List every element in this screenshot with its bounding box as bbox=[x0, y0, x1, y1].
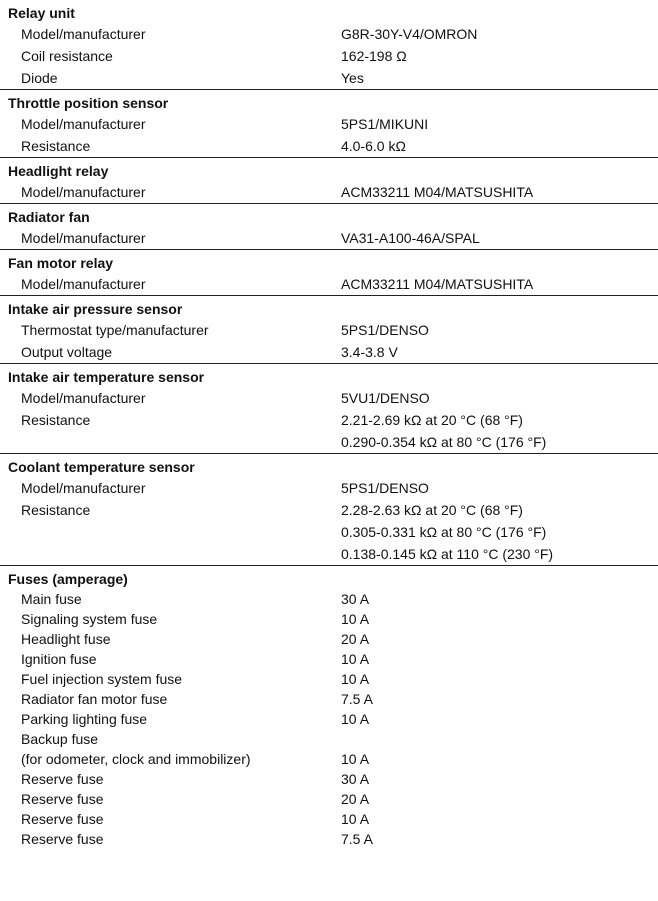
spec-row bbox=[0, 409, 658, 453]
spec-label bbox=[0, 829, 341, 849]
spec-row bbox=[0, 589, 658, 609]
spec-label-line: Resistance bbox=[21, 138, 91, 154]
spec-label-line: Model/manufacturer bbox=[21, 116, 146, 132]
section-title: Fan motor relay bbox=[8, 255, 114, 271]
spec-value-line: 5PS1/MIKUNI bbox=[341, 116, 429, 132]
spec-value-line: Yes bbox=[341, 70, 364, 86]
spec-label-line: Radiator fan motor fuse bbox=[21, 691, 168, 707]
spec-section bbox=[0, 0, 658, 89]
spec-value-line: 3.4-3.8 V bbox=[341, 344, 398, 360]
spec-row bbox=[0, 689, 658, 709]
spec-row bbox=[0, 227, 658, 249]
spec-label bbox=[0, 689, 341, 709]
spec-label bbox=[0, 341, 341, 363]
spec-row bbox=[0, 789, 658, 809]
spec-value bbox=[341, 709, 658, 729]
spec-value-line: ACM33211 M04/MATSUSHITA bbox=[341, 184, 534, 200]
spec-value-line: 0.305-0.331 kΩ at 80 °C (176 °F) bbox=[341, 524, 547, 540]
spec-row bbox=[0, 135, 658, 157]
spec-label-line: Fuel injection system fuse bbox=[21, 671, 183, 687]
spec-section bbox=[0, 157, 658, 203]
spec-value-line: 2.21-2.69 kΩ at 20 °C (68 °F) bbox=[341, 412, 523, 428]
spec-label-line: Model/manufacturer bbox=[21, 276, 146, 292]
spec-value-line: 7.5 A bbox=[341, 691, 373, 707]
spec-label bbox=[0, 409, 341, 453]
spec-value-line: 162-198 Ω bbox=[341, 48, 407, 64]
section-title: Radiator fan bbox=[8, 209, 90, 225]
spec-label bbox=[0, 769, 341, 789]
section-title: Relay unit bbox=[8, 5, 75, 21]
spec-label-line: Thermostat type/manufacturer bbox=[21, 322, 209, 338]
spec-label bbox=[0, 629, 341, 649]
spec-value bbox=[341, 387, 658, 409]
spec-value-line: 0.290-0.354 kΩ at 80 °C (176 °F) bbox=[341, 434, 547, 450]
spec-label-line: Model/manufacturer bbox=[21, 480, 146, 496]
spec-label-line: Backup fuse bbox=[21, 731, 99, 747]
spec-row bbox=[0, 113, 658, 135]
spec-value bbox=[341, 689, 658, 709]
spec-section bbox=[0, 249, 658, 295]
spec-row bbox=[0, 499, 658, 565]
spec-label bbox=[0, 669, 341, 689]
spec-value bbox=[341, 809, 658, 829]
spec-label-line: Reserve fuse bbox=[21, 771, 104, 787]
spec-row bbox=[0, 709, 658, 729]
spec-row bbox=[0, 729, 658, 769]
spec-value bbox=[341, 629, 658, 649]
spec-label bbox=[0, 589, 341, 609]
spec-value-line: 10 A bbox=[341, 671, 370, 687]
spec-row bbox=[0, 609, 658, 629]
spec-label-line: Headlight fuse bbox=[21, 631, 111, 647]
section-title: Fuses (amperage) bbox=[8, 571, 128, 587]
spec-value bbox=[341, 23, 658, 45]
spec-section bbox=[0, 203, 658, 249]
spec-value bbox=[341, 319, 658, 341]
spec-value bbox=[341, 477, 658, 499]
spec-label-line: Model/manufacturer bbox=[21, 184, 146, 200]
spec-row bbox=[0, 649, 658, 669]
spec-label-line: Signaling system fuse bbox=[21, 611, 158, 627]
spec-label bbox=[0, 135, 341, 157]
spec-row bbox=[0, 341, 658, 363]
spec-label bbox=[0, 227, 341, 249]
spec-value-line: 30 A bbox=[341, 771, 370, 787]
spec-label bbox=[0, 113, 341, 135]
spec-label bbox=[0, 387, 341, 409]
spec-value-line: 2.28-2.63 kΩ at 20 °C (68 °F) bbox=[341, 502, 523, 518]
spec-row bbox=[0, 387, 658, 409]
spec-label bbox=[0, 609, 341, 629]
spec-value bbox=[341, 273, 658, 295]
spec-value-line: 20 A bbox=[341, 791, 370, 807]
spec-label bbox=[0, 273, 341, 295]
spec-label bbox=[0, 809, 341, 829]
spec-value bbox=[341, 341, 658, 363]
spec-value bbox=[341, 113, 658, 135]
spec-row bbox=[0, 319, 658, 341]
spec-label-line: Resistance bbox=[21, 502, 91, 518]
spec-value-line: 20 A bbox=[341, 631, 370, 647]
spec-value bbox=[341, 649, 658, 669]
spec-label-line: Resistance bbox=[21, 412, 91, 428]
spec-label-line: Model/manufacturer bbox=[21, 230, 146, 246]
spec-label bbox=[0, 477, 341, 499]
spec-value-line: 5VU1/DENSO bbox=[341, 390, 430, 406]
spec-label bbox=[0, 649, 341, 669]
spec-row bbox=[0, 769, 658, 789]
spec-row bbox=[0, 809, 658, 829]
spec-label-line: Reserve fuse bbox=[21, 831, 104, 847]
spec-value-line: 10 A bbox=[341, 811, 370, 827]
spec-value bbox=[341, 789, 658, 809]
spec-label bbox=[0, 67, 341, 89]
spec-row bbox=[0, 669, 658, 689]
spec-section bbox=[0, 363, 658, 453]
spec-value-line: 10 A bbox=[341, 751, 370, 767]
spec-value bbox=[341, 45, 658, 67]
spec-row bbox=[0, 273, 658, 295]
spec-label-line: Reserve fuse bbox=[21, 811, 104, 827]
section-title: Coolant temperature sensor bbox=[8, 459, 195, 475]
spec-section bbox=[0, 295, 658, 363]
spec-value bbox=[341, 409, 658, 453]
spec-value-line: 4.0-6.0 kΩ bbox=[341, 138, 406, 154]
spec-label bbox=[0, 23, 341, 45]
spec-label-line: Output voltage bbox=[21, 344, 113, 360]
spec-section bbox=[0, 565, 658, 849]
spec-label-line: Main fuse bbox=[21, 591, 82, 607]
spec-value-line: 5PS1/DENSO bbox=[341, 322, 429, 338]
spec-value bbox=[341, 729, 658, 769]
spec-value bbox=[341, 609, 658, 629]
spec-row bbox=[0, 829, 658, 849]
spec-label-line: Reserve fuse bbox=[21, 791, 104, 807]
spec-label-line: Parking lighting fuse bbox=[21, 711, 148, 727]
spec-value bbox=[341, 181, 658, 203]
spec-label bbox=[0, 789, 341, 809]
spec-value-line: 30 A bbox=[341, 591, 370, 607]
section-title: Intake air temperature sensor bbox=[8, 369, 205, 385]
spec-label bbox=[0, 709, 341, 729]
spec-label-line: Coil resistance bbox=[21, 48, 113, 64]
spec-label bbox=[0, 319, 341, 341]
spec-label-line: Diode bbox=[21, 70, 58, 86]
spec-row bbox=[0, 477, 658, 499]
spec-row bbox=[0, 45, 658, 67]
spec-value-line: G8R-30Y-V4/OMRON bbox=[341, 26, 478, 42]
section-title: Intake air pressure sensor bbox=[8, 301, 183, 317]
spec-label bbox=[0, 729, 341, 769]
spec-value-line: VA31-A100-46A/SPAL bbox=[341, 230, 480, 246]
spec-value-line: 10 A bbox=[341, 711, 370, 727]
section-title: Headlight relay bbox=[8, 163, 109, 179]
spec-value-line: ACM33211 M04/MATSUSHITA bbox=[341, 276, 534, 292]
spec-value bbox=[341, 769, 658, 789]
spec-value bbox=[341, 589, 658, 609]
spec-value bbox=[341, 227, 658, 249]
spec-label-line: Ignition fuse bbox=[21, 651, 97, 667]
spec-label bbox=[0, 499, 341, 565]
spec-value bbox=[341, 669, 658, 689]
spec-label-line: (for odometer, clock and immobilizer) bbox=[21, 751, 251, 767]
spec-value-line: 10 A bbox=[341, 651, 370, 667]
spec-value-line bbox=[341, 729, 658, 749]
spec-value-line: 10 A bbox=[341, 611, 370, 627]
spec-label-line: Model/manufacturer bbox=[21, 26, 146, 42]
spec-label bbox=[0, 45, 341, 67]
spec-label-line: Model/manufacturer bbox=[21, 390, 146, 406]
spec-row bbox=[0, 181, 658, 203]
spec-section bbox=[0, 89, 658, 157]
spec-row bbox=[0, 23, 658, 45]
spec-value-line: 7.5 A bbox=[341, 831, 373, 847]
spec-value-line: 0.138-0.145 kΩ at 110 °C (230 °F) bbox=[341, 546, 554, 562]
spec-value bbox=[341, 135, 658, 157]
spec-row bbox=[0, 67, 658, 89]
spec-value bbox=[341, 829, 658, 849]
spec-row bbox=[0, 629, 658, 649]
spec-value bbox=[341, 67, 658, 89]
spec-value-line: 5PS1/DENSO bbox=[341, 480, 429, 496]
spec-label bbox=[0, 181, 341, 203]
spec-value bbox=[341, 499, 658, 565]
section-title: Throttle position sensor bbox=[8, 95, 169, 111]
spec-section bbox=[0, 453, 658, 565]
